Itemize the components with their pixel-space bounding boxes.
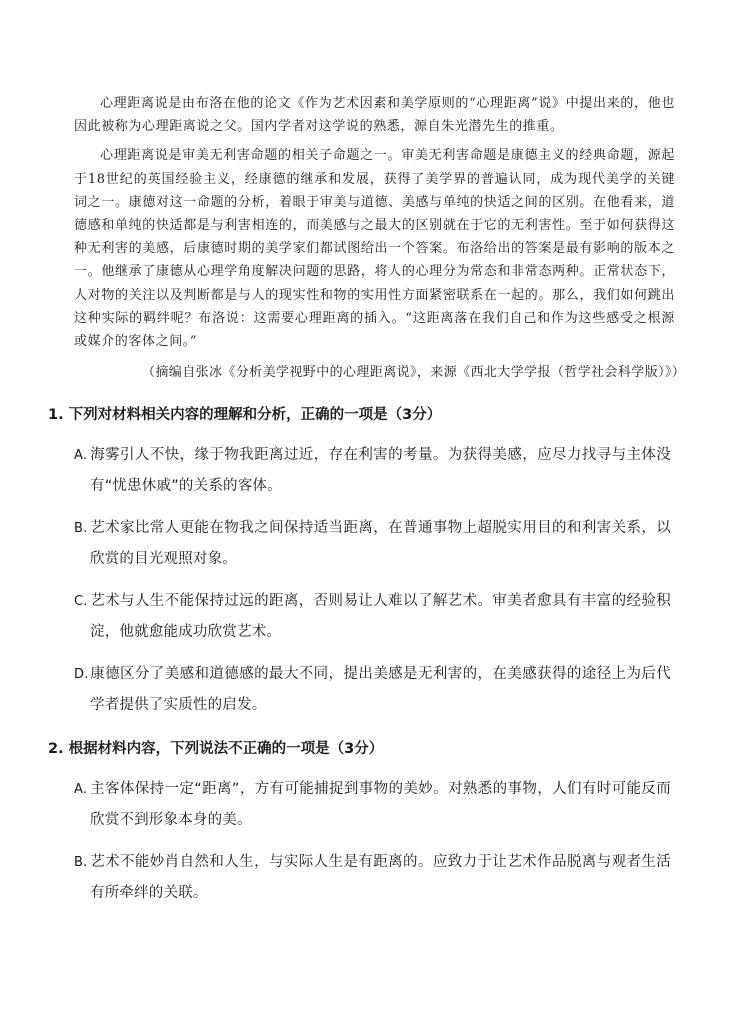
option-letter: B. [74, 521, 88, 537]
question-2 [48, 736, 675, 908]
option-text: 康德区分了美感和道德感的最大不同，提出美感是无利害的，在美感获得的途径上为后代学者提供了实质性的启发。 [90, 666, 671, 714]
option-letter: B. [74, 855, 88, 871]
option-letter: A. [74, 782, 88, 798]
question-1-option-d[interactable] [74, 659, 675, 720]
question-1-option-c[interactable] [74, 586, 675, 647]
question-2-option-a[interactable] [74, 774, 675, 835]
option-text: 艺术与人生不能保持过远的距离，否则易让人难以了解艺术。审美者愈具有丰富的经验积淀，他就愈能成功欣赏艺术。 [90, 593, 671, 641]
option-letter: A. [74, 448, 88, 464]
question-1-title: 1. 下列对材料相关内容的理解和分析，正确的一项是（3分） [48, 407, 442, 424]
passage-paragraph-2: 心理距离说是审美无利害命题的相关子命题之一。审美无利害命题是康德主义的经典命题，源起于18世纪的英国经验主义，经康德的继承和发展，获得了美学界的普遍认同，成为现代美学的关键词之一。康德对这一命题的分析，着眼于审美与道德、美感与单纯的快适之间的区别。在他看来，道德感和单纯的快适都是与利害相连的，而美感与之最大的区别就在于它的无利害性。至于如何获得这种无利害的美感，后康德时期的美学家们都试图给出一个答案。布洛给出的答案是最有影响的版本之一。他继承了康德从心理学角度解决问题的思路，将人的心理分为常态和非常态两种。正常状态下，人对物的关注以及判断都是与人的现实性和物的实用性方面紧密联系在一起的。那么，我们如何跳出这种实际的羁绊呢？布洛说：这需要心理距离的插入。“这距离落在我们自己和作为这些感受之根源或媒介的客体之间。” [74, 148, 675, 350]
question-1-option-b[interactable] [74, 513, 675, 574]
question-2-title: 2. 根据材料内容，下列说法不正确的一项是（3分） [48, 741, 384, 758]
option-text: 艺术不能妙肖自然和人生，与实际人生是有距离的。应致力于让艺术作品脱离与观者生活有所牵绊的关联。 [90, 854, 671, 902]
question-2-option-b[interactable] [74, 847, 675, 908]
reading-passage [74, 92, 675, 353]
option-letter: C. [74, 594, 88, 610]
option-text: 艺术家比常人更能在物我之间保持适当距离，在普通事物上超脱实用目的和利害关系，以欣赏的目光观照对象。 [90, 520, 671, 568]
option-text: 海雾引人不快，缘于物我距离过近，存在利害的考量。为获得美感，应尽力找寻与主体没有“忧患休戚”的关系的客体。 [90, 447, 671, 495]
question-1 [48, 402, 675, 720]
question-1-option-a[interactable] [74, 440, 675, 501]
passage-paragraph-1: 心理距离说是由布洛在他的论文《作为艺术因素和美学原则的“心理距离”说》中提出来的，他也因此被称为心理距离说之父。国内学者对这学说的熟悉，源自朱光潜先生的推重。 [74, 96, 675, 135]
option-letter: D. [74, 667, 89, 683]
option-text: 主客体保持一定“距离”，方有可能捕捉到事物的美妙。对熟悉的事物，人们有时可能反而欣赏不到形象本身的美。 [90, 781, 671, 829]
passage-source: （摘编自张冰《分析美学视野中的心理距离说》，来源《西北大学学报（哲学社会科学版）》） [142, 365, 686, 381]
